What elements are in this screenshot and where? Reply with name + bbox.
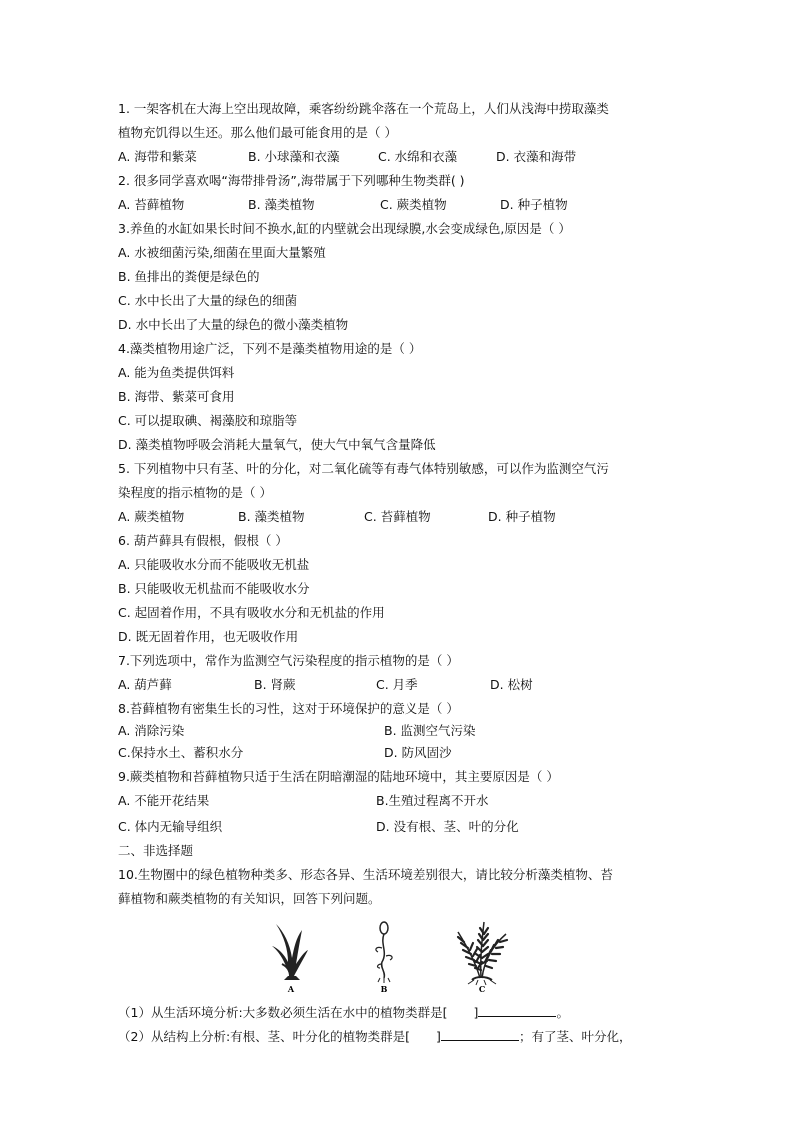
- q9-option-d: D. 没有根、茎、叶的分化: [376, 819, 519, 834]
- q8-option-b: B. 监测空气污染: [384, 723, 476, 738]
- q10-line1: 10.生物圈中的绿色植物种类多、形态各异、生活环境差别很大，请比较分析藻类植物、苔: [118, 867, 613, 882]
- q5-option-a: A. 蕨类植物: [118, 509, 185, 524]
- q2-option-b: B. 藻类植物: [248, 197, 315, 212]
- q10-sub1-prefix: （1）从生活环境分析:大多数必须生活在水中的植物类群是[: [118, 1005, 448, 1020]
- q5-option-b: B. 藻类植物: [238, 509, 305, 524]
- q5-line2: 染程度的指示植物的是（ ）: [118, 485, 272, 500]
- q2-option-c: C. 蕨类植物: [380, 197, 447, 212]
- q7-line1: 7.下列选项中，常作为监测空气污染程度的指示植物的是（ ）: [118, 653, 459, 668]
- q2-line1: 2. 很多同学喜欢喝“海带排骨汤”,海带属于下列哪种生物类群( ): [118, 173, 465, 188]
- q9-option-c: C. 体内无输导组织: [118, 819, 223, 834]
- q3-option-b: B. 鱼排出的粪便是绿色的: [118, 269, 260, 284]
- q4-option-d: D. 藻类植物呼吸会消耗大量氧气，使大气中氧气含量降低: [118, 437, 436, 452]
- q4-option-c: C. 可以提取碘、褐藻胶和琼脂等: [118, 413, 298, 428]
- section2-heading: 二、非选择题: [118, 843, 194, 858]
- q10-line2: 藓植物和蕨类植物的有关知识，回答下列问题。: [118, 891, 381, 906]
- plant-figure: [262, 914, 532, 994]
- q9-line1: 9.蕨类植物和苔藓植物只适于生活在阴暗潮湿的陆地环境中，其主要原因是（ ）: [118, 769, 559, 784]
- q10-sub1-bracket-close: ]: [473, 1005, 479, 1020]
- q4-line1: 4.藻类植物用途广泛，下列不是藻类植物用途的是（ ）: [118, 341, 422, 356]
- q4-option-a: A. 能为鱼类提供饵料: [118, 365, 235, 380]
- q5-option-c: C. 苔藓植物: [364, 509, 431, 524]
- plant-b-moss-icon: [376, 922, 392, 983]
- q2-option-d: D. 种子植物: [500, 197, 568, 212]
- figure-label-b: B: [380, 984, 388, 994]
- figure-label-a: A: [287, 984, 295, 994]
- q1-line1: 1. 一架客机在大海上空出现故障，乘客纷纷跳伞落在一个荒岛上，人们从浅海中捞取藻类: [118, 101, 609, 116]
- q10-sub1-answer-blank[interactable]: [478, 1002, 556, 1017]
- q6-option-d: D. 既无固着作用，也无吸收作用: [118, 629, 299, 644]
- q7-option-d: D. 松树: [490, 677, 533, 692]
- q6-option-c: C. 起固着作用，不具有吸收水分和无机盐的作用: [118, 605, 385, 620]
- q4-option-b: B. 海带、紫菜可食用: [118, 389, 235, 404]
- q10-sub2: [118, 1026, 631, 1046]
- q2-option-a: A. 苔藓植物: [118, 197, 185, 212]
- q9-option-b: B.生殖过程离不开水: [376, 793, 489, 808]
- q8-line1: 8.苔藓植物有密集生长的习性，这对于环境保护的意义是（ ）: [118, 701, 459, 716]
- figure-label-c: C: [478, 984, 486, 994]
- q6-option-a: A. 只能吸收水分而不能吸收无机盐: [118, 557, 310, 572]
- q10-sub2-answer-blank[interactable]: [441, 1026, 519, 1041]
- q5-line1: 5. 下列植物中只有茎、叶的分化，对二氧化硫等有毒气体特别敏感，可以作为监测空气污: [118, 461, 609, 476]
- q8-option-d: D. 防风固沙: [384, 745, 452, 760]
- q7-option-a: A. 葫芦藓: [118, 677, 172, 692]
- q5-option-d: D. 种子植物: [488, 509, 556, 524]
- q7-option-c: C. 月季: [376, 677, 418, 692]
- q3-option-d: D. 水中长出了大量的绿色的微小藻类植物: [118, 317, 349, 332]
- q3-option-c: C. 水中长出了大量的绿色的细菌: [118, 293, 298, 308]
- q1-option-d: D. 衣藻和海带: [496, 149, 577, 164]
- q9-option-a: A. 不能开花结果: [118, 793, 210, 808]
- q3-line1: 3.养鱼的水缸如果长时间不换水,缸的内壁就会出现绿膜,水会变成绿色,原因是（ ）: [118, 221, 571, 236]
- q8-option-a: A. 消除污染: [118, 723, 185, 738]
- q1-line2: 植物充饥得以生还。那么他们最可能食用的是（ ）: [118, 125, 397, 140]
- q6-line1: 6. 葫芦藓具有假根，假根（ ）: [118, 533, 288, 548]
- q10-sub2-prefix: （2）从结构上分析:有根、茎、叶分化的植物类群是[: [118, 1029, 411, 1044]
- q3-option-a: A. 水被细菌污染,细菌在里面大量繁殖: [118, 245, 326, 260]
- q1-option-c: C. 水绵和衣藻: [378, 149, 458, 164]
- q8-option-c: C.保持水土、蓄积水分: [118, 745, 244, 760]
- q10-sub2-bracket-close: ]: [436, 1029, 441, 1044]
- q1-option-b: B. 小球藻和衣藻: [248, 149, 340, 164]
- q6-option-b: B. 只能吸收无机盐而不能吸收水分: [118, 581, 310, 596]
- plant-a-seaweed-icon: [272, 924, 308, 980]
- q10-sub1: [118, 1002, 569, 1022]
- plant-c-fern-icon: [458, 922, 507, 985]
- q10-sub1-end: 。: [556, 1005, 569, 1020]
- q7-option-b: B. 肾蕨: [254, 677, 296, 692]
- q10-sub2-end: ；有了茎、叶分化，: [518, 1029, 632, 1044]
- q1-option-a: A. 海带和紫菜: [118, 149, 197, 164]
